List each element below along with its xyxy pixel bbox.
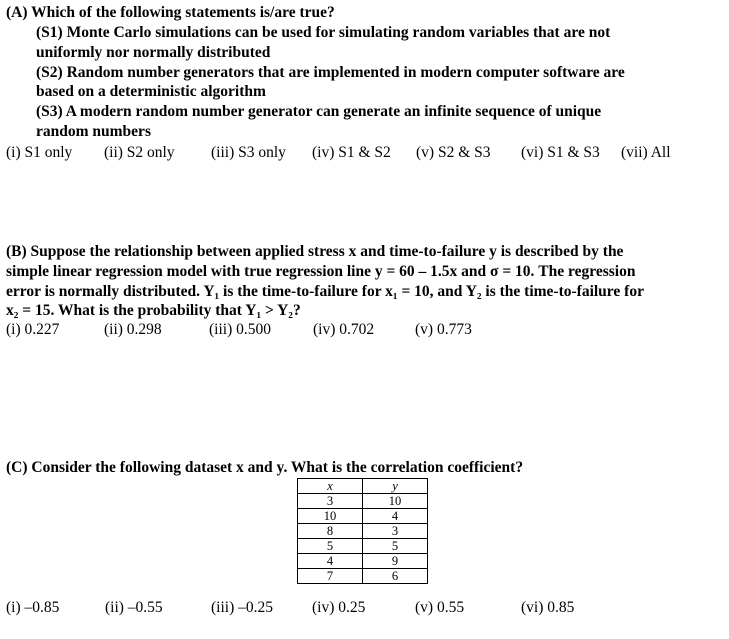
cell-y: 6	[363, 569, 428, 584]
option-c-i: (i) –0.85	[6, 599, 60, 616]
table-row	[298, 524, 428, 539]
cell-x: 4	[298, 554, 363, 569]
question-b-line3: error is normally distributed. Y₁ is the time-to-failure for x₁ = 10, and Y₂ is the time-to-failure for	[6, 283, 644, 300]
option-a-ii: (ii) S2 only	[104, 144, 175, 161]
cell-y: 3	[363, 524, 428, 539]
option-a-iv: (iv) S1 & S2	[312, 144, 391, 161]
option-a-vi: (vi) S1 & S3	[521, 144, 600, 161]
table-row	[298, 509, 428, 524]
cell-x: 7	[298, 569, 363, 584]
option-b-iv: (iv) 0.702	[313, 321, 375, 338]
question-b-line4: x₂ = 15. What is the probability that Y₁ > Y₂?	[6, 302, 301, 319]
header-x: x	[298, 479, 363, 494]
table-row	[298, 539, 428, 554]
cell-x: 5	[298, 539, 363, 554]
option-b-ii: (ii) 0.298	[104, 321, 162, 338]
cell-x: 8	[298, 524, 363, 539]
statement-s3-line2: random numbers	[36, 123, 151, 140]
statement-s2-line2: based on a deterministic algorithm	[36, 83, 266, 100]
option-c-iv: (iv) 0.25	[312, 599, 366, 616]
statement-s1-line1: (S1) Monte Carlo simulations can be used for simulating random variables that are not	[36, 24, 611, 41]
statement-s1-line2: uniformly nor normally distributed	[36, 44, 271, 61]
option-c-vi: (vi) 0.85	[521, 599, 575, 616]
cell-x: 10	[298, 509, 363, 524]
question-b-line1: (B) Suppose the relationship between applied stress x and time-to-failure y is described by the	[6, 243, 624, 260]
statement-s2-line1: (S2) Random number generators that are implemented in modern computer software are	[36, 64, 625, 81]
option-c-ii: (ii) –0.55	[105, 599, 163, 616]
option-a-iii: (iii) S3 only	[211, 144, 286, 161]
option-a-i: (i) S1 only	[6, 144, 73, 161]
option-b-v: (v) 0.773	[415, 321, 472, 338]
cell-y: 10	[363, 494, 428, 509]
option-a-vii: (vii) All	[621, 144, 671, 161]
statement-s3-line1: (S3) A modern random number generator can generate an infinite sequence of unique	[36, 103, 602, 120]
table-header-row	[298, 479, 428, 494]
table-row	[298, 494, 428, 509]
cell-y: 9	[363, 554, 428, 569]
table-row	[298, 569, 428, 584]
question-a-prompt: (A) Which of the following statements is/are true?	[6, 4, 335, 21]
option-b-iii: (iii) 0.500	[209, 321, 271, 338]
option-b-i: (i) 0.227	[6, 321, 60, 338]
question-b-line2: simple linear regression model with true regression line y = 60 – 1.5x and σ = 10. The regression	[6, 263, 636, 280]
option-a-v: (v) S2 & S3	[416, 144, 491, 161]
header-y: y	[363, 479, 428, 494]
question-c-prompt: (C) Consider the following dataset x and y. What is the correlation coefficient?	[6, 459, 524, 476]
cell-x: 3	[298, 494, 363, 509]
table-row	[298, 554, 428, 569]
cell-y: 4	[363, 509, 428, 524]
option-c-v: (v) 0.55	[415, 599, 465, 616]
cell-y: 5	[363, 539, 428, 554]
option-c-iii: (iii) –0.25	[211, 599, 273, 616]
dataset-table	[297, 478, 428, 584]
